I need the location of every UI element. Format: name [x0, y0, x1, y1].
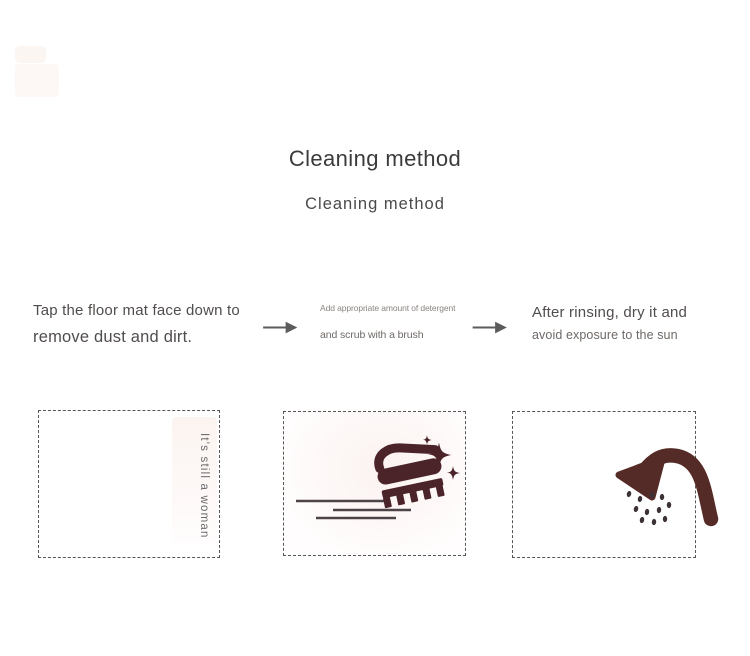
step-2-line-2: and scrub with a brush [320, 329, 424, 341]
section-title: Cleaning method [288, 146, 462, 171]
step-2-description [320, 303, 455, 342]
panel-caption-vertical: It's still a woman [198, 433, 210, 539]
step-3-line-1: After rinsing, dry it and [532, 304, 688, 321]
arrow-right-icon [471, 320, 508, 335]
panel-tap-mat [38, 410, 220, 558]
scrub-motion-lines [296, 501, 411, 518]
panel-scrub-brush [283, 411, 466, 556]
step-3-line-2: avoid exposure to the sun [532, 328, 678, 342]
brush-body [372, 439, 447, 508]
shower-cone [619, 459, 662, 497]
shower-head-icon [513, 412, 725, 557]
panel-highlight [172, 417, 217, 545]
step-1-description [33, 301, 240, 347]
step-1-line-2: remove dust and dirt. [33, 328, 193, 346]
background-smudge [15, 64, 59, 97]
step-3-description [532, 303, 687, 343]
step-1-line-1: Tap the floor mat face down to [33, 302, 240, 319]
step-2-line-1: Add appropriate amount of detergent [320, 303, 456, 313]
section-subtitle: Cleaning method [305, 195, 445, 213]
arrow-right-icon [262, 320, 298, 335]
background-smudge [15, 46, 46, 63]
scrub-brush-icon [284, 412, 465, 555]
panel-rinse-dry [512, 411, 696, 558]
